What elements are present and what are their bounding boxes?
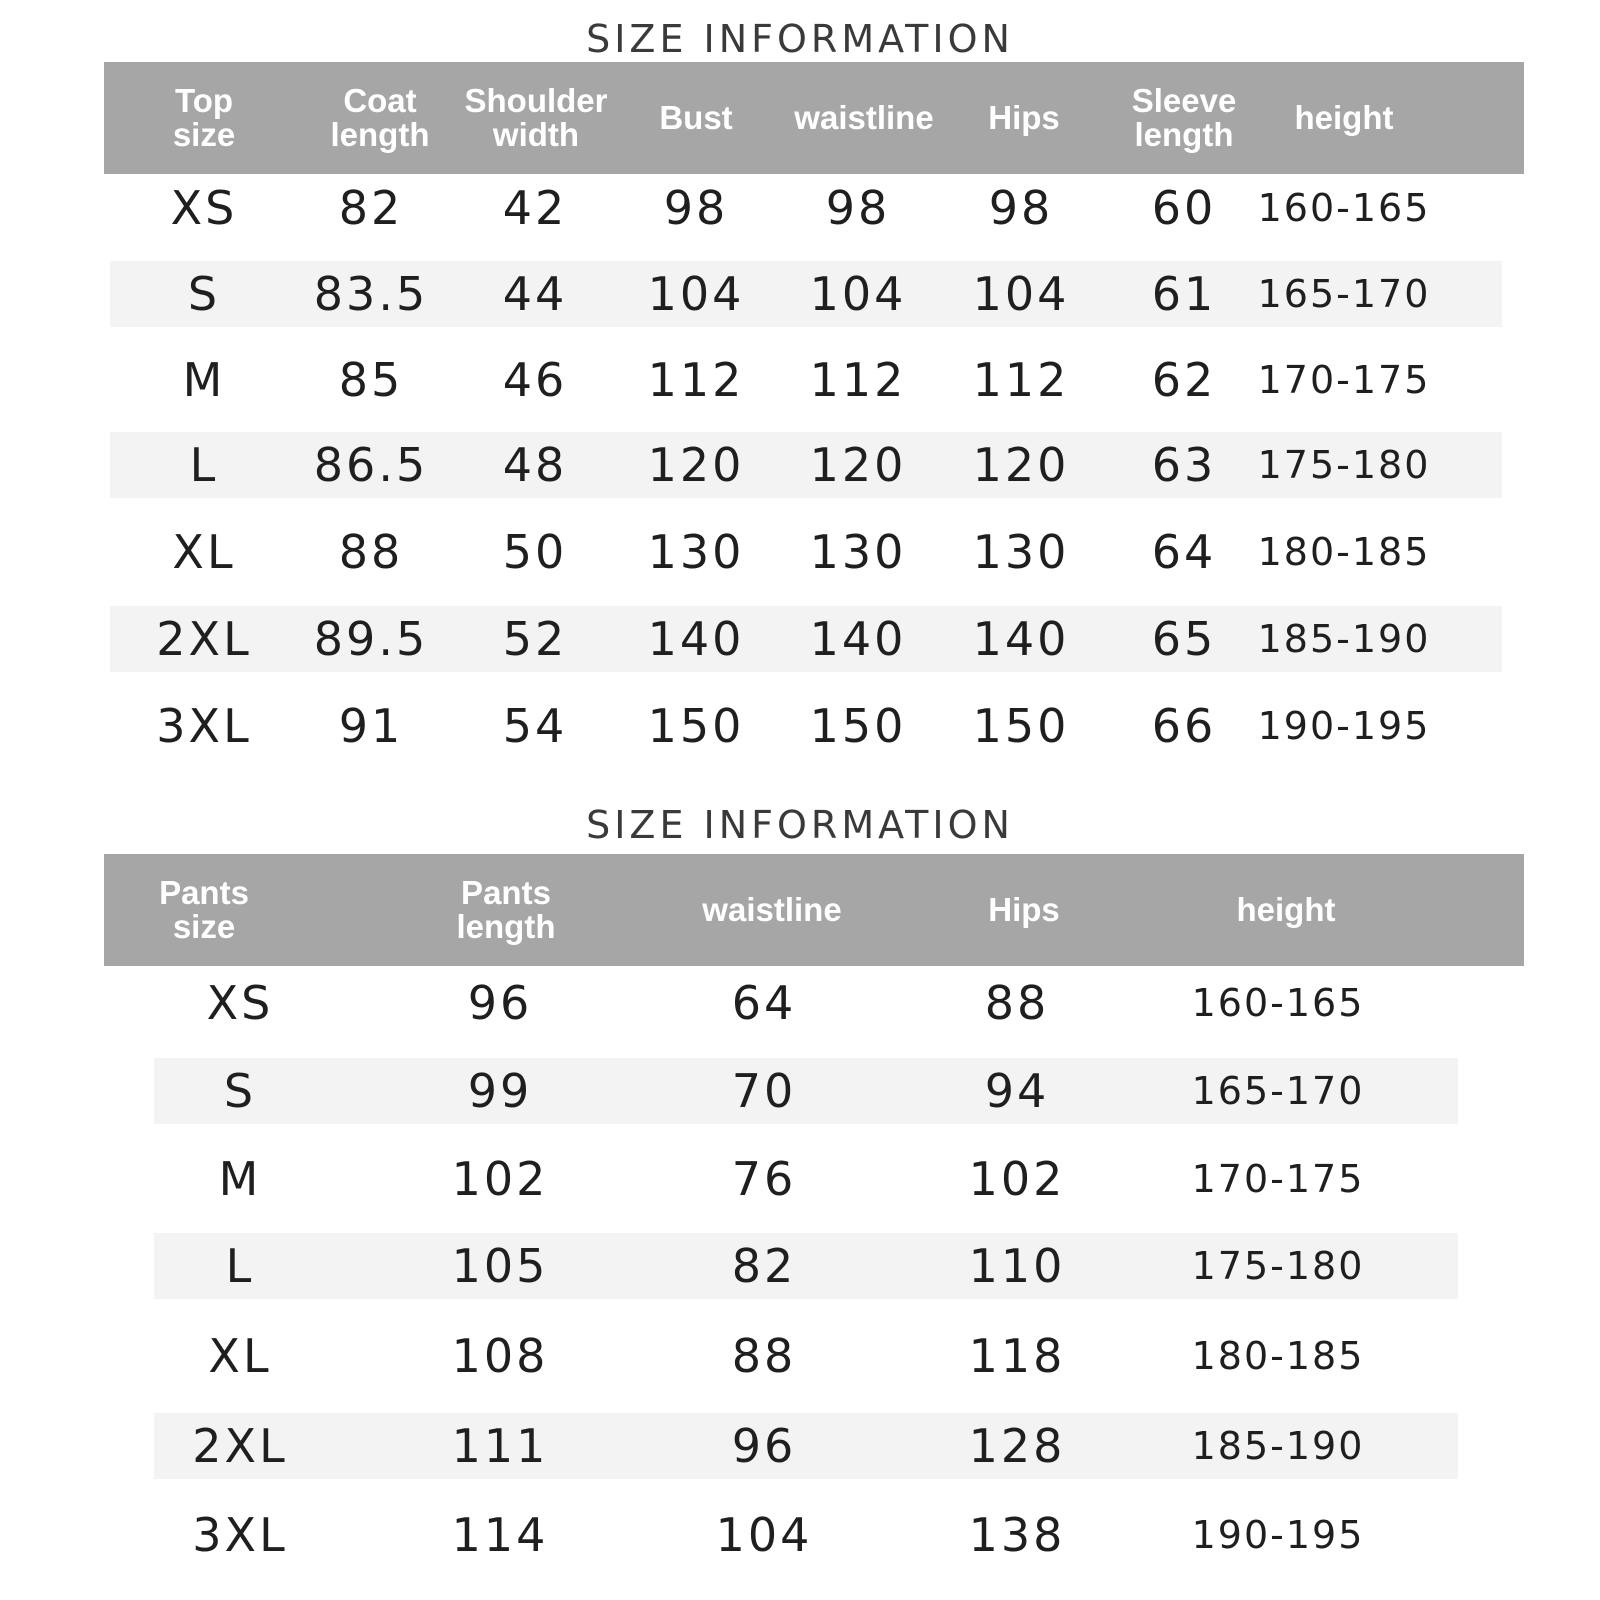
cell-bust: 150 <box>647 699 745 753</box>
cell-hips: 104 <box>972 267 1070 321</box>
cell-shoulder-width: 42 <box>502 181 568 235</box>
cell-waistline: 130 <box>809 525 907 579</box>
cell-hips: 110 <box>968 1239 1066 1293</box>
cell-height: 170-175 <box>1257 358 1431 402</box>
cell-height: 170-175 <box>1191 1157 1365 1201</box>
table-row <box>110 693 1502 759</box>
table-row <box>110 347 1502 413</box>
header-pants-length: Pants length <box>456 874 556 945</box>
cell-hips: 102 <box>968 1152 1066 1206</box>
header-shoulder-width: Shoulder width <box>464 82 608 153</box>
cell-coat-length: 85 <box>338 353 404 407</box>
cell-bust: 104 <box>647 267 745 321</box>
cell-hips: 112 <box>972 353 1070 407</box>
cell-waistline: 70 <box>731 1064 797 1118</box>
header-hips: Hips <box>988 99 1060 136</box>
header-bust: Bust <box>659 99 733 136</box>
cell-waistline: 88 <box>731 1329 797 1383</box>
cell-coat-length: 89.5 <box>313 612 429 666</box>
cell-coat-length: 88 <box>338 525 404 579</box>
cell-size: XL <box>172 525 236 579</box>
header-waistline: waistline <box>794 99 934 136</box>
cell-height: 185-190 <box>1257 617 1431 661</box>
top-table-header <box>104 62 1524 174</box>
cell-shoulder-width: 46 <box>502 353 568 407</box>
cell-coat-length: 83.5 <box>313 267 429 321</box>
cell-hips: 94 <box>984 1064 1050 1118</box>
cell-size: L <box>189 438 219 492</box>
cell-hips: 118 <box>968 1329 1066 1383</box>
cell-height: 180-185 <box>1257 530 1431 574</box>
table-row <box>154 1323 1458 1389</box>
cell-hips: 138 <box>968 1508 1066 1562</box>
cell-pants-length: 96 <box>467 976 533 1030</box>
cell-size: XS <box>170 181 238 235</box>
cell-bust: 120 <box>647 438 745 492</box>
cell-waistline: 82 <box>731 1239 797 1293</box>
cell-waistline: 76 <box>731 1152 797 1206</box>
table-row <box>154 1413 1458 1479</box>
cell-size: M <box>218 1152 262 1206</box>
cell-size: 2XL <box>156 612 252 666</box>
header-height: height <box>1236 891 1336 928</box>
cell-waistline: 112 <box>809 353 907 407</box>
cell-height: 180-185 <box>1191 1334 1365 1378</box>
cell-size: XS <box>206 976 274 1030</box>
cell-waistline: 120 <box>809 438 907 492</box>
table-row <box>110 432 1502 498</box>
cell-size: L <box>225 1239 255 1293</box>
cell-size: M <box>182 353 226 407</box>
cell-height: 175-180 <box>1191 1244 1365 1288</box>
cell-shoulder-width: 50 <box>502 525 568 579</box>
table-row <box>154 1146 1458 1212</box>
header-pants-size: Pants size <box>159 874 249 945</box>
cell-size: S <box>223 1064 257 1118</box>
cell-waistline: 98 <box>825 181 891 235</box>
table-row <box>154 1058 1458 1124</box>
cell-bust: 140 <box>647 612 745 666</box>
cell-pants-length: 105 <box>451 1239 549 1293</box>
cell-hips: 140 <box>972 612 1070 666</box>
table-row <box>110 175 1502 241</box>
table-row <box>110 519 1502 585</box>
table-row <box>154 970 1458 1036</box>
cell-height: 190-195 <box>1257 704 1431 748</box>
cell-size: XL <box>208 1329 272 1383</box>
cell-sleeve-length: 66 <box>1151 699 1217 753</box>
table-row <box>154 1502 1458 1568</box>
header-top-size: Top size <box>172 82 236 153</box>
cell-sleeve-length: 60 <box>1151 181 1217 235</box>
cell-height: 160-165 <box>1191 981 1365 1025</box>
table-row <box>110 261 1502 327</box>
cell-height: 190-195 <box>1191 1513 1365 1557</box>
cell-pants-length: 114 <box>451 1508 549 1562</box>
top-section-title: SIZE INFORMATION <box>586 17 1014 61</box>
cell-sleeve-length: 65 <box>1151 612 1217 666</box>
cell-shoulder-width: 44 <box>502 267 568 321</box>
cell-pants-length: 102 <box>451 1152 549 1206</box>
header-coat-length: Coat length <box>330 82 430 153</box>
cell-sleeve-length: 63 <box>1151 438 1217 492</box>
cell-waistline: 96 <box>731 1419 797 1473</box>
cell-hips: 98 <box>988 181 1054 235</box>
cell-sleeve-length: 61 <box>1151 267 1217 321</box>
cell-coat-length: 91 <box>338 699 404 753</box>
cell-height: 175-180 <box>1257 443 1431 487</box>
cell-hips: 120 <box>972 438 1070 492</box>
cell-shoulder-width: 52 <box>502 612 568 666</box>
cell-hips: 130 <box>972 525 1070 579</box>
cell-hips: 150 <box>972 699 1070 753</box>
header-height: height <box>1294 99 1394 136</box>
cell-size: 3XL <box>192 1508 288 1562</box>
cell-size: 3XL <box>156 699 252 753</box>
cell-waistline: 150 <box>809 699 907 753</box>
header-waistline: waistline <box>702 891 842 928</box>
cell-pants-length: 108 <box>451 1329 549 1383</box>
table-row <box>110 606 1502 672</box>
cell-waistline: 140 <box>809 612 907 666</box>
cell-sleeve-length: 64 <box>1151 525 1217 579</box>
cell-shoulder-width: 48 <box>502 438 568 492</box>
cell-sleeve-length: 62 <box>1151 353 1217 407</box>
cell-hips: 88 <box>984 976 1050 1030</box>
cell-waistline: 104 <box>715 1508 813 1562</box>
cell-pants-length: 99 <box>467 1064 533 1118</box>
cell-waistline: 104 <box>809 267 907 321</box>
cell-size: 2XL <box>192 1419 288 1473</box>
header-sleeve-length: Sleeve length <box>1131 82 1237 153</box>
cell-bust: 130 <box>647 525 745 579</box>
cell-shoulder-width: 54 <box>502 699 568 753</box>
cell-bust: 98 <box>663 181 729 235</box>
header-hips: Hips <box>988 891 1060 928</box>
cell-height: 165-170 <box>1257 272 1431 316</box>
cell-coat-length: 82 <box>338 181 404 235</box>
cell-size: S <box>187 267 221 321</box>
cell-height: 160-165 <box>1257 186 1431 230</box>
pants-table-header <box>104 854 1524 966</box>
cell-hips: 128 <box>968 1419 1066 1473</box>
cell-coat-length: 86.5 <box>313 438 429 492</box>
table-row <box>154 1233 1458 1299</box>
cell-height: 165-170 <box>1191 1069 1365 1113</box>
cell-pants-length: 111 <box>451 1419 549 1473</box>
cell-height: 185-190 <box>1191 1424 1365 1468</box>
cell-bust: 112 <box>647 353 745 407</box>
pants-section-title: SIZE INFORMATION <box>586 803 1014 847</box>
cell-waistline: 64 <box>731 976 797 1030</box>
